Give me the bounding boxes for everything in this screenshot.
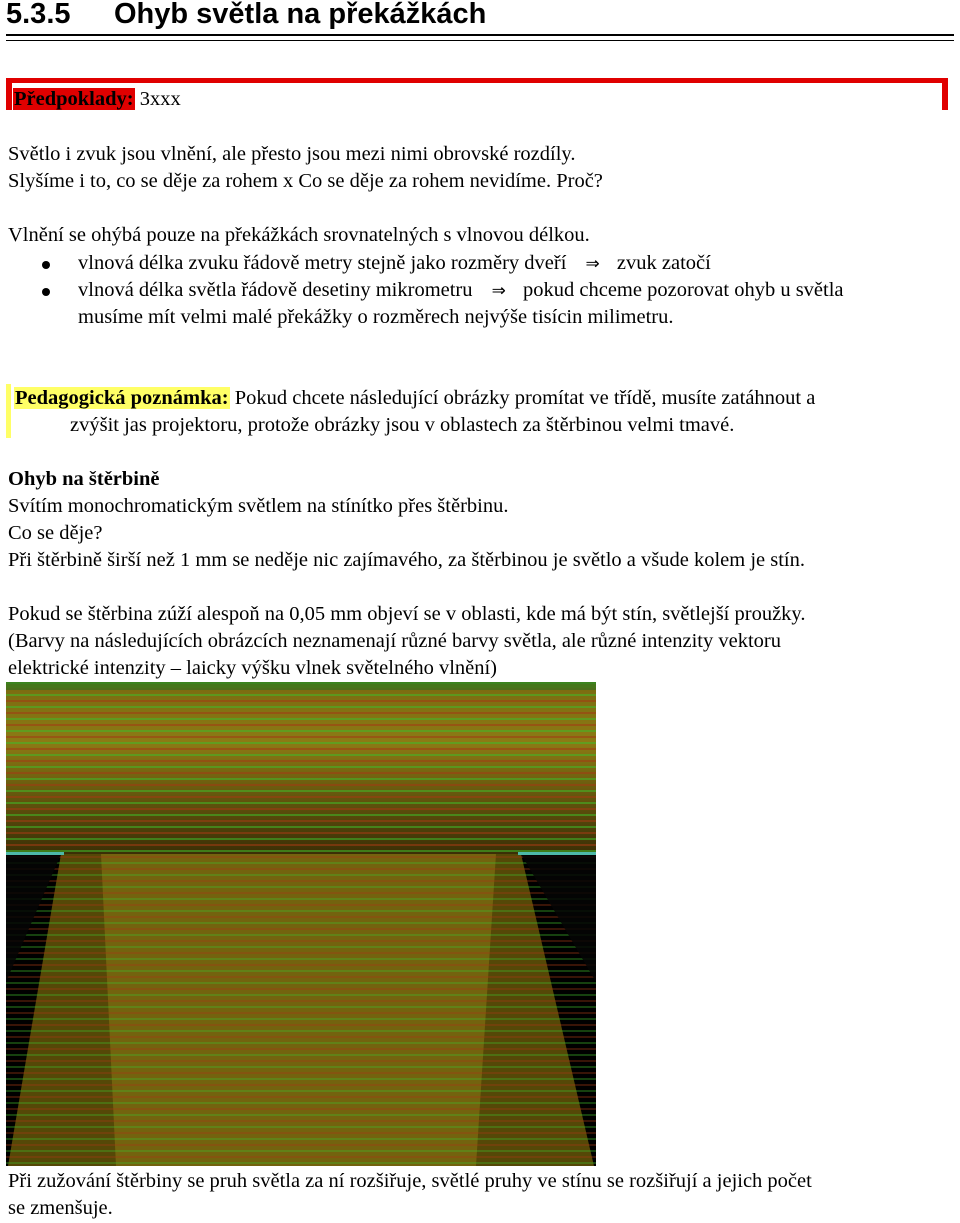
prerequisites-line <box>13 86 181 113</box>
bullet-2-continuation: musíme mít velmi malé překážky o rozměrech nejvýše tisícin milimetru. <box>78 306 674 328</box>
bullet-dot-2 <box>42 288 50 296</box>
subsection-heading: Ohyb na štěrbině <box>8 468 160 490</box>
bullet-2-result: pokud chceme pozorovat ohyb u světla <box>523 279 844 301</box>
slit-paragraph-6: elektrické intenzity – laicky výšku vlnek světelného vlnění) <box>8 657 498 679</box>
heading-rule-bottom <box>6 40 954 41</box>
bullet-2 <box>78 277 844 305</box>
bullet-1-result: zvuk zatočí <box>616 252 711 274</box>
diffraction-image <box>6 682 596 1166</box>
statement: Vlnění se ohýbá pouze na překážkách srovnatelných s vlnovou délkou. <box>8 224 590 246</box>
section-title: Ohyb světla na překážkách <box>114 0 487 30</box>
intro-line-2: Slyšíme i to, co se děje za rohem x Co se děje za rohem nevidíme. Proč? <box>8 170 603 192</box>
bullet-2-text: vlnová délka světla řádově desetiny mikrometru <box>78 279 473 301</box>
bullet-1 <box>78 250 711 278</box>
intro-line-1: Světlo i zvuk jsou vlnění, ale přesto jsou mezi nimi obrovské rozdíly. <box>8 143 576 165</box>
implies-arrow-icon: ⇒ <box>585 254 600 274</box>
prerequisites-value: 3xxx <box>134 88 181 110</box>
note-line-2: zvýšit jas projektoru, protože obrázky jsou v oblastech za štěrbinou velmi tmavé. <box>70 414 735 436</box>
slit-paragraph-4: Pokud se štěrbina zúží alespoň na 0,05 mm objeví se v oblasti, kde má být stín, světlejší proužky. <box>8 603 806 625</box>
caption-line-2: se zmenšuje. <box>8 1197 113 1219</box>
prerequisites-label: Předpoklady: <box>14 88 134 110</box>
diffraction-pattern-graphic <box>6 682 596 1166</box>
section-number: 5.3.5 <box>6 0 71 30</box>
section-heading <box>6 0 486 32</box>
slit-paragraph-2: Co se děje? <box>8 522 103 544</box>
slit-paragraph-1: Svítím monochromatickým světlem na stínítko přes štěrbinu. <box>8 495 509 517</box>
note-line-1 <box>14 385 815 412</box>
bullet-dot-1 <box>42 261 50 269</box>
note-marker-bar <box>6 384 11 438</box>
note-label: Pedagogická poznámka: <box>15 387 229 409</box>
note-text-1: Pokud chcete následující obrázky promítat ve třídě, musíte zatáhnout a <box>229 387 816 409</box>
slit-paragraph-3: Při štěrbině širší než 1 mm se neděje nic zajímavého, za štěrbinou je světlo a všude kolem je stín. <box>8 549 806 571</box>
implies-arrow-icon: ⇒ <box>491 281 506 301</box>
heading-rule-top <box>6 34 954 36</box>
bullet-1-text: vlnová délka zvuku řádově metry stejně jako rozměry dveří <box>78 252 567 274</box>
caption-line-1: Při zužování štěrbiny se pruh světla za ní rozšiřuje, světlé pruhy ve stínu se rozšiřují a jejich počet <box>8 1170 812 1192</box>
slit-paragraph-5: (Barvy na následujících obrázcích neznamenají různé barvy světla, ale různé intenzity vektoru <box>8 630 781 652</box>
